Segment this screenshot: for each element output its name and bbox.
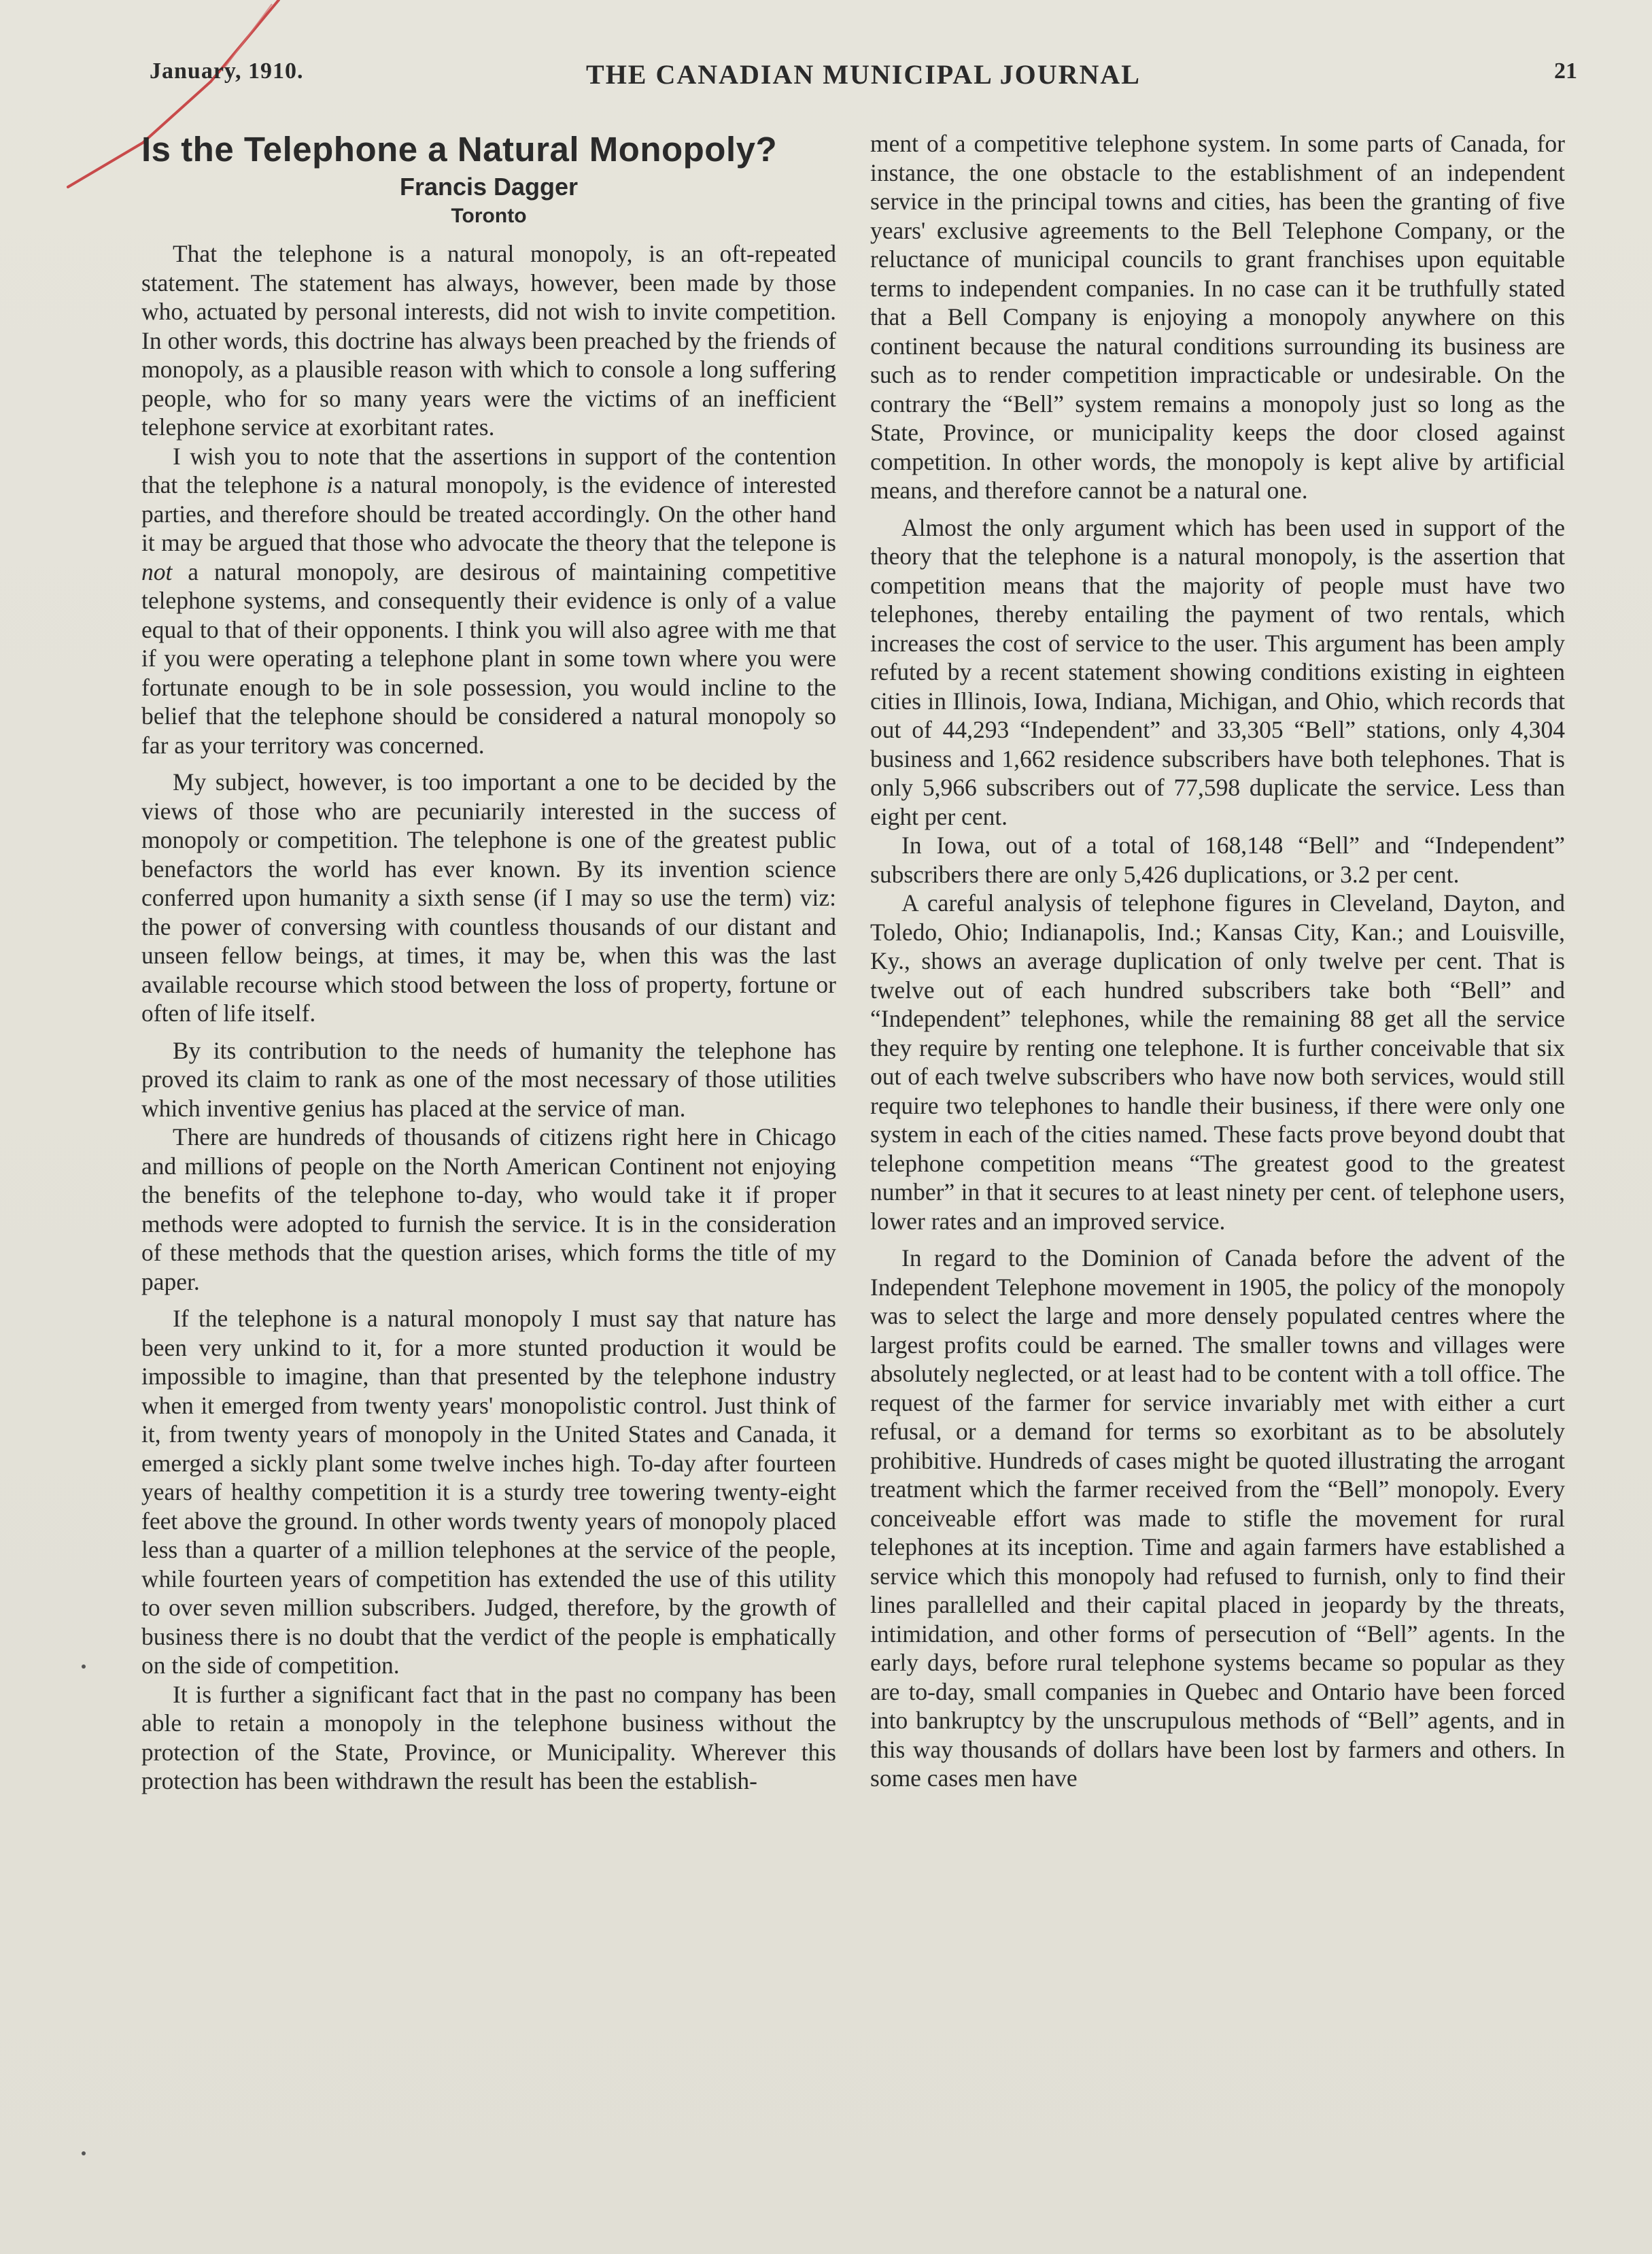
text-run: ment of a competitive telephone system. In some parts of Canada, for instance, the one obstacle to the establishment of an independent service in the principal towns and cities, has been the granting of five years' exclusive agreements to the Bell Telephone Company, or the reluctance of municipal councils to grant franchises upon equitable terms to independent companies. In no case can it be truthfully stated that a Bell Company is enjoying a monopoly anywhere on this continent because the natural conditions surrounding its business are such as to render competition impracticable or undesirable. On the contrary the “Bell” system remains a monopoly just so long as the State, Province, or municipality keeps the door closed against competition. In other words, the monopoly is kept alive by artificial means, and therefore cannot be a natural one. bbox=[870, 130, 1565, 504]
text-run: I wish you to note that the assertions in support of the contention that the telephone bbox=[141, 442, 836, 498]
italic-run: is bbox=[326, 471, 343, 498]
paragraph bbox=[870, 513, 1565, 832]
text-run: A careful analysis of telephone figures in Cleveland, Dayton, and Toledo, Ohio; Indianapolis, Ind.; Kansas City, Kan.; and Louisville, Ky., shows an average duplication of only twelve per cent. That is twelve out of each hundred subscribers take both “Bell” and “Independent” telephones, while the remaining 88 get all the service they require by renting one telephone. It is further conceivable that six out of each twelve subscribers who have now both services, would still require two telephones to handle their business, if there were only one system in each of the cities named. These facts prove beyond doubt that telephone competition means “The greatest good to the greatest number” in that it secures to at least ninety per cent. of telephone users, lower rates and an improved service. bbox=[870, 889, 1565, 1235]
article-author: Francis Dagger bbox=[399, 173, 579, 201]
right-column bbox=[870, 129, 1565, 1793]
text-run: If the telephone is a natural monopoly I must say that nature has been very unkind to it, for a more stunted production it would be impossible to imagine, than that presented by the telephone industry when it emerged from twenty years' monopolistic control. Just think of it, from twenty years of monopoly in the United States and Canada, it emerged a sickly plant some twelve inches high. To-day after fourteen years of healthy competition it is a sturdy tree towering twenty-eight feet above the ground. In other words twenty years of monopoly placed less than a quarter of a million telephones at the service of the people, while fourteen years of competition has extended the use of this utility to over seven million subscribers. Judged, therefore, by the growth of business there is no doubt that the verdict of the people is emphatically on the side of competition. bbox=[141, 1305, 836, 1679]
article-title: Is the Telephone a Natural Monopoly? bbox=[141, 130, 778, 169]
right-column-text bbox=[870, 129, 1565, 1793]
journal-name: THE CANADIAN MUNICIPAL JOURNAL bbox=[586, 59, 1141, 90]
paragraph bbox=[141, 768, 836, 1028]
issue-date: January, 1910. bbox=[150, 58, 304, 84]
paragraph bbox=[870, 889, 1565, 1235]
paper-speck bbox=[82, 1664, 86, 1669]
paragraph bbox=[141, 239, 836, 442]
text-run: Almost the only argument which has been used in support of the theory that the telephone is a natural monopoly, is the assertion that competition means that the majority of people must have two telephones, thereby entailing the payment of two rentals, which increases the cost of service to the user. This argument has been amply refuted by a recent statement showing conditions existing in eighteen cities in Illinois, Iowa, Indiana, Michigan, and Ohio, which records that out of 44,293 “Independent” and 33,305 “Bell” stations, only 4,304 business and 1,662 residence subscribers have both telephones. That is only 5,966 subscribers out of 77,598 duplicate the service. Less than eight per cent. bbox=[870, 513, 1565, 830]
left-column-text bbox=[141, 239, 836, 1796]
paragraph bbox=[870, 831, 1565, 889]
paragraph bbox=[141, 442, 836, 760]
text-run: a natural monopoly, are desirous of maintaining competitive telephone systems, and consequently their evidence is only of a value equal to that of their opponents. I think you will also agree with me that if you were operating a telephone plant in some town where you were fortunate enough to be in sole possession, you would incline to the belief that the telephone should be considered a natural monopoly so far as your territory was concerned. bbox=[141, 558, 836, 759]
text-run: It is further a significant fact that in the past no company has been able to retain a monopoly in the telephone business without the protection of the State, Province, or Municipality. Wherever this protection has been withdrawn the result has been the establish- bbox=[141, 1680, 836, 1794]
text-run: In regard to the Dominion of Canada before the advent of the Independent Telephone movement in 1905, the policy of the monopoly was to select the large and more densely populated centres where the largest profits could be earned. The smaller towns and villages were absolutely neglected, or at least had to be content with a toll office. The request of the farmer for service invariably met with either a curt refusal, or a demand for terms so exorbitant as to be absolutely prohibitive. Hundreds of cases might be quoted illustrating the arrogant treatment which the farmer received from the “Bell” monopoly. Every conceiveable effort was made to stifle the movement for rural telephones at its inception. Time and again farmers have established a service which this monopoly had refused to furnish, only to find their lines parallelled and their capital placed in jeopardy by the threats, intimidation, and other forms of persecution of “Bell” agents. In the early days, before rural telephone systems became so popular as they are to-day, small companies in Quebec and Ontario have been forced into bankruptcy by the unscrupulous methods of “Bell” agents, and in this way thousands of dollars have been lost by farmers and others. In some cases men have bbox=[870, 1244, 1565, 1792]
text-run: There are hundreds of thousands of citizens right here in Chicago and millions of people on the North American Continent not enjoying the benefits of the telephone to-day, who would take it if proper methods were adopted to furnish the service. It is in the consideration of these methods that the question arises, which forms the title of my paper. bbox=[141, 1123, 836, 1295]
text-run: My subject, however, is too important a one to be decided by the views of those who are pecuniarily interested in the success of monopoly or competition. The telephone is one of the greatest public benefactors the world has ever known. By its invention science conferred upon humanity a sixth sense (if I may so use the term) viz: the power of conversing with countless thousands of our distant and unseen fellow beings, at times, it may be, when this was the last available recourse which stood between the loss of property, fortune or often of life itself. bbox=[141, 768, 836, 1027]
paragraph bbox=[141, 1123, 836, 1296]
text-run: a natural monopoly, is the evidence of interested parties, and therefore should be treated accordingly. On the other hand it may be argued that those who advocate the theory that the telepone is bbox=[141, 471, 836, 556]
page-header bbox=[150, 58, 1577, 99]
paragraph bbox=[141, 1680, 836, 1796]
left-column bbox=[141, 129, 836, 1796]
paragraph bbox=[141, 1304, 836, 1680]
paragraph bbox=[870, 129, 1565, 505]
paper-speck bbox=[82, 2151, 86, 2155]
text-run: By its contribution to the needs of humanity the telephone has proved its claim to rank as one of the most necessary of those utilities which inventive genius has placed at the service of man. bbox=[141, 1036, 836, 1122]
text-run: In Iowa, out of a total of 168,148 “Bell” and “Independent” subscribers there are only 5,426 duplications, or 3.2 per cent. bbox=[870, 832, 1565, 888]
paragraph bbox=[141, 1036, 836, 1123]
page-number: 21 bbox=[1554, 58, 1577, 84]
paragraph bbox=[870, 1244, 1565, 1793]
italic-run: not bbox=[141, 558, 173, 585]
article-location: Toronto bbox=[451, 205, 527, 227]
text-run: That the telephone is a natural monopoly, is an oft-repeated statement. The statement has always, however, been made by those who, actuated by personal interests, did not wish to invite competition. In other words, this doctrine has always been preached by the friends of monopoly, as a plausible reason with which to console a long suffering people, who for so many years were the victims of an inefficient telephone service at exorbitant rates. bbox=[141, 240, 836, 441]
